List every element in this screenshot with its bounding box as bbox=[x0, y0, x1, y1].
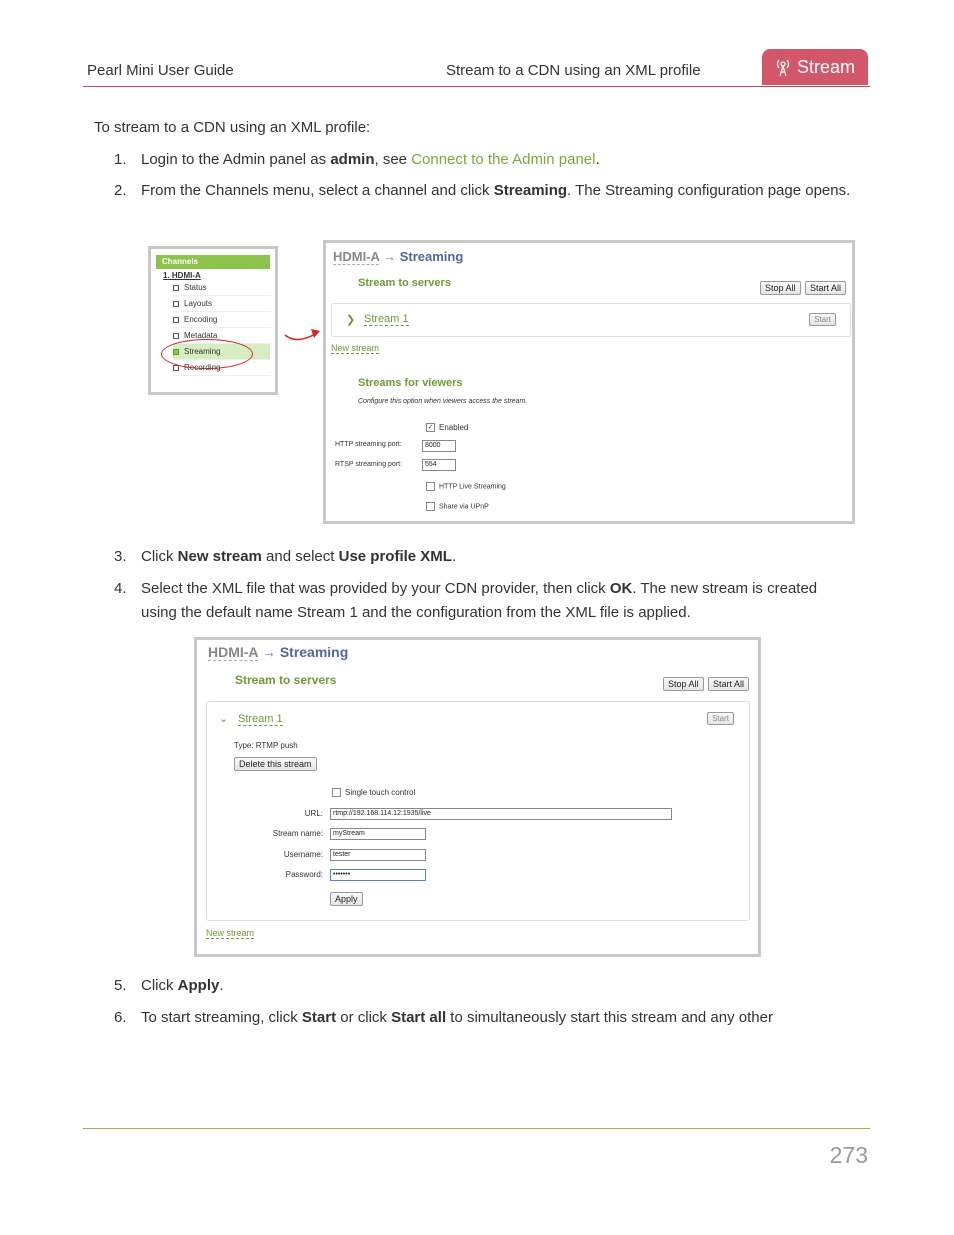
breadcrumb-arrow: → bbox=[383, 249, 397, 264]
step-number: 4. bbox=[114, 580, 127, 597]
streaming-page-screenshot-1 bbox=[323, 240, 855, 524]
checkbox-label: Share via UPnP bbox=[439, 503, 489, 511]
url-input[interactable]: rtmp://192.168.114.12:1935/live bbox=[330, 808, 672, 820]
menu-label: Metadata bbox=[184, 331, 218, 340]
stream-name-input[interactable]: myStream bbox=[330, 828, 426, 840]
list-item bbox=[94, 545, 854, 569]
checkbox-label: Enabled bbox=[439, 423, 469, 432]
rtsp-port-input[interactable]: 554 bbox=[422, 459, 456, 471]
menu-label: Recording bbox=[184, 363, 221, 372]
streaming-page-screenshot-2 bbox=[194, 637, 761, 957]
step-bold: Use profile XML bbox=[338, 548, 452, 565]
viewers-note: Configure this option when viewers access the stream. bbox=[358, 398, 528, 405]
list-item bbox=[94, 577, 854, 625]
breadcrumb-arrow: → bbox=[261, 644, 276, 660]
checkbox-unchecked[interactable] bbox=[426, 502, 435, 511]
single-touch-checkbox[interactable] bbox=[332, 788, 415, 797]
step-text: Click bbox=[141, 548, 178, 565]
stream-name-label: Stream name: bbox=[272, 829, 323, 838]
step-bold: admin bbox=[330, 151, 375, 168]
step-text: or click bbox=[336, 1009, 392, 1026]
curved-arrow-icon bbox=[283, 325, 323, 347]
intro-text: To stream to a CDN using an XML profile: bbox=[94, 119, 371, 136]
channel-name[interactable] bbox=[163, 271, 275, 280]
menu-item-encoding[interactable] bbox=[173, 312, 270, 328]
page-title: Streaming bbox=[279, 644, 349, 660]
step-bold: Apply bbox=[177, 977, 220, 994]
stream-row bbox=[331, 303, 851, 337]
username-input[interactable]: tester bbox=[330, 849, 426, 861]
stream-actions bbox=[760, 278, 846, 296]
step-text: . bbox=[595, 151, 600, 168]
viewers-heading: Streams for viewers bbox=[358, 377, 463, 389]
stop-all-button[interactable]: Stop All bbox=[760, 281, 801, 295]
step-text: . The Streaming configuration page opens. bbox=[567, 182, 851, 199]
menu-label: Encoding bbox=[184, 315, 218, 324]
stream-actions bbox=[663, 674, 749, 692]
step-text: Click bbox=[141, 977, 178, 994]
admin-panel-link[interactable]: Connect to the Admin panel bbox=[411, 151, 596, 168]
step-text: . bbox=[451, 548, 457, 565]
start-all-button[interactable]: Start All bbox=[708, 677, 749, 691]
header-rule bbox=[83, 86, 870, 87]
breadcrumb-channel[interactable]: HDMI-A bbox=[208, 644, 259, 660]
page-title: Streaming bbox=[399, 249, 464, 264]
badge-label: Stream bbox=[796, 56, 856, 77]
list-item bbox=[94, 179, 854, 203]
step-text: Select the XML file that was provided by your CDN provider, then click bbox=[141, 580, 610, 597]
list-item bbox=[94, 1006, 854, 1030]
doc-title: Pearl Mini User Guide bbox=[87, 62, 234, 79]
steps-3-4 bbox=[94, 545, 854, 625]
step-text: To start streaming, click bbox=[141, 1009, 302, 1026]
section-heading: Stream to servers bbox=[235, 673, 337, 687]
steps-5-6 bbox=[94, 974, 854, 1030]
step-text: Login to the Admin panel as bbox=[141, 151, 331, 168]
menu-label: Layouts bbox=[184, 299, 213, 308]
step-text: , see bbox=[374, 151, 412, 168]
step-bold: New stream bbox=[177, 548, 262, 565]
stream-badge bbox=[762, 49, 868, 85]
menu-label: Status bbox=[184, 283, 207, 292]
highlight-circle bbox=[161, 339, 253, 369]
password-input[interactable]: ••••••• bbox=[330, 869, 426, 881]
step-text: and select bbox=[261, 548, 339, 565]
http-port-input[interactable]: 8000 bbox=[422, 440, 456, 452]
step-number: 6. bbox=[114, 1009, 127, 1026]
stop-all-button[interactable]: Stop All bbox=[663, 677, 704, 691]
step-number: 1. bbox=[114, 151, 127, 168]
menu-label: Streaming bbox=[184, 347, 221, 356]
chevron-right-icon[interactable]: ❯ bbox=[346, 314, 356, 326]
menu-item-layouts[interactable] bbox=[173, 296, 270, 312]
section-heading: Stream to servers bbox=[358, 277, 451, 289]
step-text: to simultaneously start this stream and any other bbox=[446, 1009, 773, 1026]
list-item bbox=[94, 974, 854, 998]
breadcrumb-channel[interactable]: HDMI-A bbox=[333, 249, 380, 264]
stream-panel bbox=[206, 701, 750, 921]
step-bold: Start all bbox=[391, 1009, 447, 1026]
username-label: Username: bbox=[283, 850, 323, 859]
http-port-label: HTTP streaming port: bbox=[335, 441, 402, 448]
steps-1-2 bbox=[94, 148, 854, 203]
footer-rule bbox=[83, 1128, 870, 1129]
step-number: 3. bbox=[114, 548, 127, 565]
menu-item-status[interactable] bbox=[173, 280, 270, 296]
start-button[interactable]: Start bbox=[809, 313, 836, 326]
broadcast-icon bbox=[775, 57, 791, 77]
channels-menu bbox=[148, 246, 278, 395]
step-text: . bbox=[219, 977, 224, 994]
page-number: 273 bbox=[829, 1142, 868, 1168]
channel-label: 1. HDMI-A bbox=[163, 271, 201, 280]
step-number: 2. bbox=[114, 182, 127, 199]
step-text: . The new stream is created using the default name Stream 1 and the configuration from the XML file is applied. bbox=[141, 580, 818, 621]
checkbox-label: HTTP Live Streaming bbox=[439, 483, 506, 491]
step-bold: OK bbox=[609, 580, 633, 597]
new-stream-link[interactable]: New stream bbox=[206, 928, 255, 938]
step-bold: Start bbox=[301, 1009, 337, 1026]
upnp-checkbox[interactable] bbox=[426, 502, 489, 511]
enabled-checkbox[interactable] bbox=[426, 423, 468, 432]
password-label: Password: bbox=[285, 870, 323, 879]
checkbox-unchecked[interactable] bbox=[332, 788, 341, 797]
channels-header[interactable]: Channels bbox=[156, 255, 270, 269]
url-label: URL: bbox=[304, 809, 323, 818]
new-stream-link[interactable]: New stream bbox=[331, 343, 380, 353]
apply-button[interactable]: Apply bbox=[330, 892, 363, 906]
breadcrumb bbox=[333, 249, 463, 264]
step-number: 5. bbox=[114, 977, 127, 994]
step-bold: Streaming bbox=[493, 182, 568, 199]
breadcrumb bbox=[208, 644, 348, 660]
rtsp-port-label: RTSP streaming port: bbox=[335, 461, 403, 468]
chevron-down-icon[interactable]: ⌄ bbox=[219, 713, 229, 725]
stream-name-link[interactable]: Stream 1 bbox=[238, 713, 283, 725]
step-text: From the Channels menu, select a channel and click bbox=[141, 182, 494, 199]
checkbox-unchecked[interactable] bbox=[426, 482, 435, 491]
hls-checkbox[interactable] bbox=[426, 482, 506, 491]
stream-type: Type: RTMP push bbox=[234, 741, 298, 750]
start-button[interactable]: Start bbox=[707, 712, 734, 725]
list-item bbox=[94, 148, 854, 172]
checkbox-label: Single touch control bbox=[345, 788, 416, 797]
delete-stream-button[interactable]: Delete this stream bbox=[234, 757, 317, 771]
section-title: Stream to a CDN using an XML profile bbox=[446, 62, 701, 79]
start-all-button[interactable]: Start All bbox=[805, 281, 846, 295]
stream-name-link[interactable]: Stream 1 bbox=[364, 313, 409, 325]
checkbox-checked[interactable]: ✓ bbox=[427, 424, 434, 432]
